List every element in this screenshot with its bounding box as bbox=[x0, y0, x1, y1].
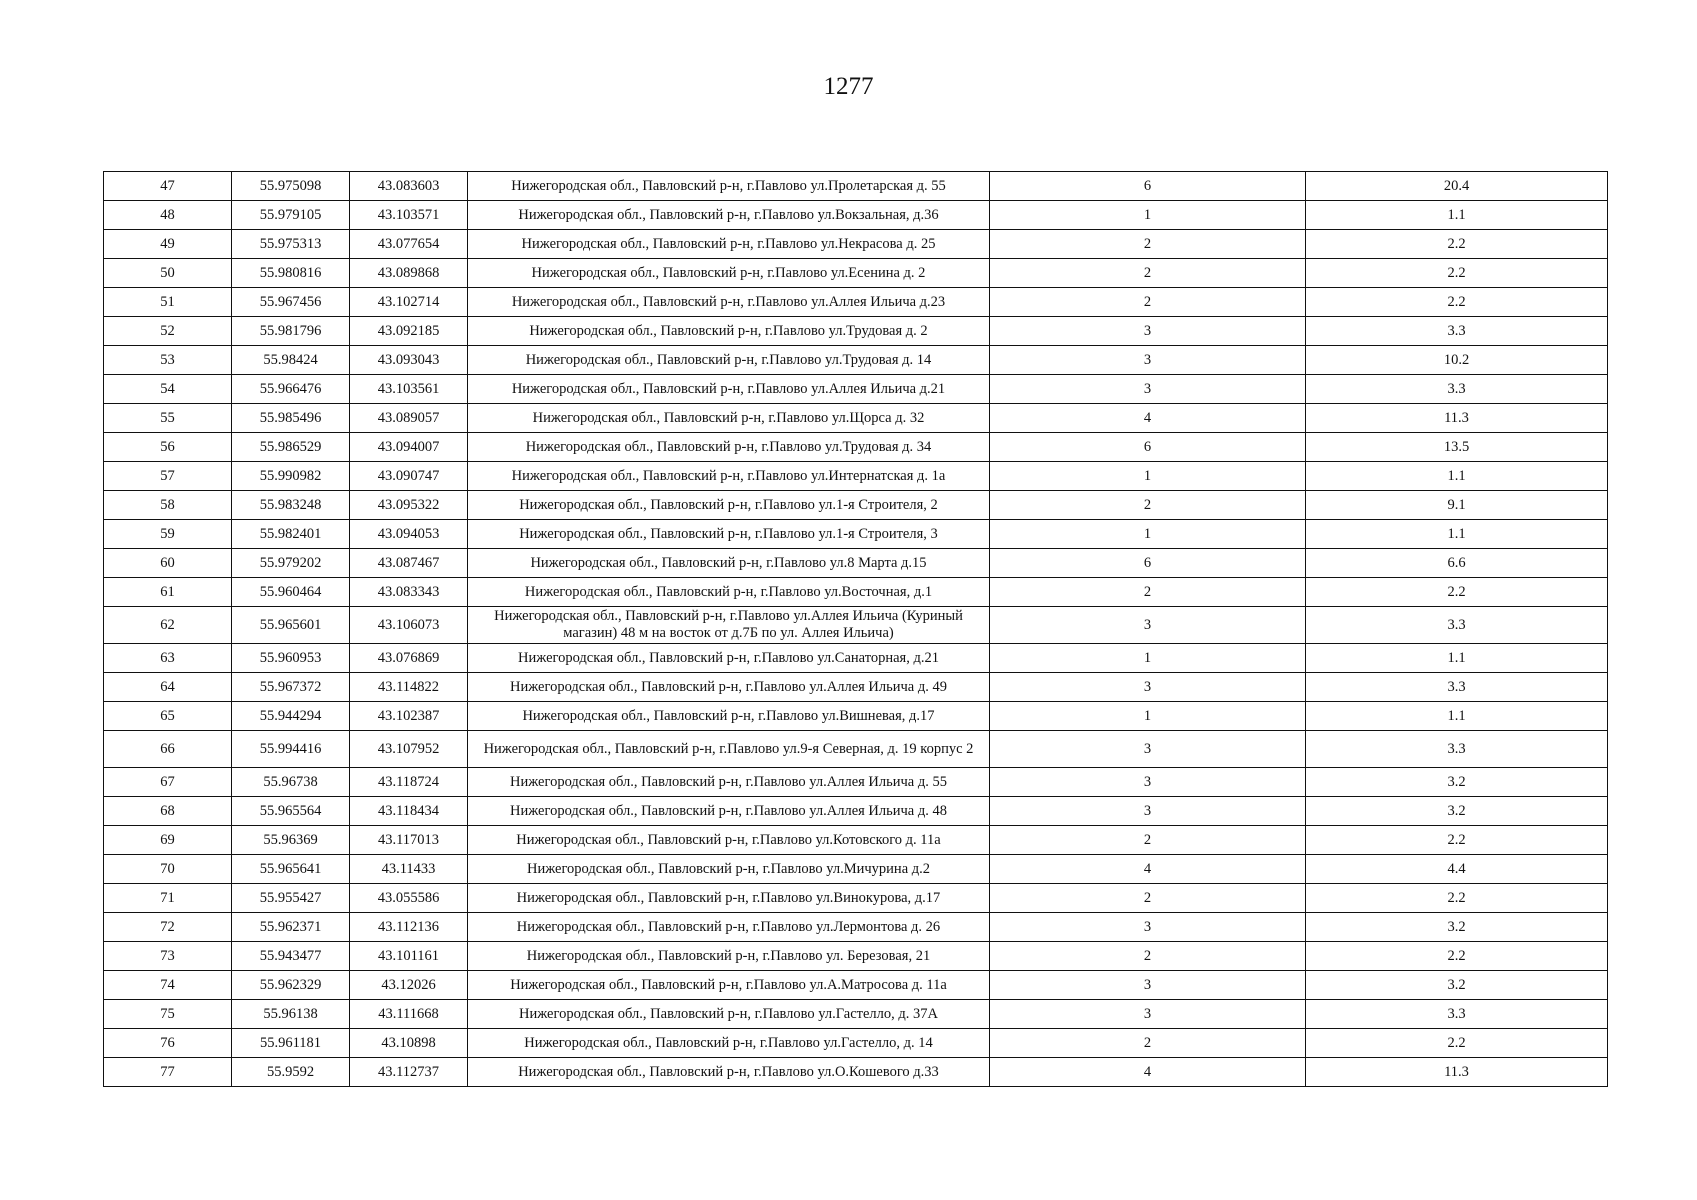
address-cell: Нижегородская обл., Павловский р-н, г.Павлово ул.Трудовая д. 34 bbox=[468, 433, 990, 462]
longitude-cell: 43.102387 bbox=[350, 702, 468, 731]
latitude-cell: 55.967456 bbox=[232, 288, 350, 317]
row-number-cell: 47 bbox=[104, 172, 232, 201]
latitude-cell: 55.994416 bbox=[232, 731, 350, 768]
container-count-cell: 3 bbox=[990, 971, 1306, 1000]
table-row bbox=[104, 644, 1608, 673]
container-count-cell: 1 bbox=[990, 462, 1306, 491]
longitude-cell: 43.118724 bbox=[350, 768, 468, 797]
latitude-cell: 55.975098 bbox=[232, 172, 350, 201]
address-cell: Нижегородская обл., Павловский р-н, г.Павлово ул.9-я Северная, д. 19 корпус 2 bbox=[468, 731, 990, 768]
volume-cell: 3.2 bbox=[1306, 913, 1608, 942]
container-count-cell: 3 bbox=[990, 673, 1306, 702]
row-number-cell: 56 bbox=[104, 433, 232, 462]
container-count-cell: 2 bbox=[990, 826, 1306, 855]
row-number-cell: 58 bbox=[104, 491, 232, 520]
table-row bbox=[104, 971, 1608, 1000]
volume-cell: 13.5 bbox=[1306, 433, 1608, 462]
latitude-cell: 55.965601 bbox=[232, 607, 350, 644]
row-number-cell: 64 bbox=[104, 673, 232, 702]
table-row bbox=[104, 607, 1608, 644]
address-cell: Нижегородская обл., Павловский р-н, г.Павлово ул.Аллея Ильича д. 49 bbox=[468, 673, 990, 702]
row-number-cell: 74 bbox=[104, 971, 232, 1000]
longitude-cell: 43.077654 bbox=[350, 230, 468, 259]
table-row bbox=[104, 578, 1608, 607]
latitude-cell: 55.944294 bbox=[232, 702, 350, 731]
longitude-cell: 43.103561 bbox=[350, 375, 468, 404]
volume-cell: 1.1 bbox=[1306, 462, 1608, 491]
latitude-cell: 55.979202 bbox=[232, 549, 350, 578]
row-number-cell: 65 bbox=[104, 702, 232, 731]
row-number-cell: 67 bbox=[104, 768, 232, 797]
latitude-cell: 55.962371 bbox=[232, 913, 350, 942]
longitude-cell: 43.102714 bbox=[350, 288, 468, 317]
container-count-cell: 3 bbox=[990, 375, 1306, 404]
container-count-cell: 4 bbox=[990, 404, 1306, 433]
address-cell: Нижегородская обл., Павловский р-н, г.Павлово ул.Котовского д. 11а bbox=[468, 826, 990, 855]
table-row bbox=[104, 673, 1608, 702]
row-number-cell: 57 bbox=[104, 462, 232, 491]
longitude-cell: 43.076869 bbox=[350, 644, 468, 673]
volume-cell: 3.3 bbox=[1306, 375, 1608, 404]
table-row bbox=[104, 913, 1608, 942]
volume-cell: 1.1 bbox=[1306, 644, 1608, 673]
address-cell: Нижегородская обл., Павловский р-н, г.Павлово ул.Интернатская д. 1а bbox=[468, 462, 990, 491]
table-row bbox=[104, 172, 1608, 201]
row-number-cell: 70 bbox=[104, 855, 232, 884]
latitude-cell: 55.955427 bbox=[232, 884, 350, 913]
longitude-cell: 43.093043 bbox=[350, 346, 468, 375]
latitude-cell: 55.96738 bbox=[232, 768, 350, 797]
container-count-cell: 3 bbox=[990, 731, 1306, 768]
table-row bbox=[104, 230, 1608, 259]
longitude-cell: 43.114822 bbox=[350, 673, 468, 702]
table-row bbox=[104, 768, 1608, 797]
address-cell: Нижегородская обл., Павловский р-н, г.Павлово ул.Некрасова д. 25 bbox=[468, 230, 990, 259]
latitude-cell: 55.985496 bbox=[232, 404, 350, 433]
page-number: 1277 bbox=[823, 73, 874, 100]
row-number-cell: 76 bbox=[104, 1029, 232, 1058]
address-cell: Нижегородская обл., Павловский р-н, г.Павлово ул.Лермонтова д. 26 bbox=[468, 913, 990, 942]
row-number-cell: 55 bbox=[104, 404, 232, 433]
container-count-cell: 3 bbox=[990, 913, 1306, 942]
row-number-cell: 72 bbox=[104, 913, 232, 942]
volume-cell: 10.2 bbox=[1306, 346, 1608, 375]
latitude-cell: 55.960464 bbox=[232, 578, 350, 607]
container-count-cell: 2 bbox=[990, 491, 1306, 520]
address-cell: Нижегородская обл., Павловский р-н, г.Павлово ул.Аллея Ильича д.21 bbox=[468, 375, 990, 404]
longitude-cell: 43.107952 bbox=[350, 731, 468, 768]
table-row bbox=[104, 375, 1608, 404]
latitude-cell: 55.967372 bbox=[232, 673, 350, 702]
address-cell: Нижегородская обл., Павловский р-н, г.Павлово ул.Винокурова, д.17 bbox=[468, 884, 990, 913]
container-count-cell: 2 bbox=[990, 230, 1306, 259]
table-row bbox=[104, 731, 1608, 768]
longitude-cell: 43.083603 bbox=[350, 172, 468, 201]
container-count-cell: 4 bbox=[990, 855, 1306, 884]
table-row bbox=[104, 346, 1608, 375]
address-cell: Нижегородская обл., Павловский р-н, г.Павлово ул.Трудовая д. 2 bbox=[468, 317, 990, 346]
container-count-cell: 3 bbox=[990, 607, 1306, 644]
longitude-cell: 43.087467 bbox=[350, 549, 468, 578]
container-count-cell: 3 bbox=[990, 797, 1306, 826]
container-count-cell: 2 bbox=[990, 942, 1306, 971]
table-row bbox=[104, 433, 1608, 462]
volume-cell: 6.6 bbox=[1306, 549, 1608, 578]
volume-cell: 3.3 bbox=[1306, 607, 1608, 644]
table-row bbox=[104, 797, 1608, 826]
latitude-cell: 55.981796 bbox=[232, 317, 350, 346]
latitude-cell: 55.979105 bbox=[232, 201, 350, 230]
longitude-cell: 43.089868 bbox=[350, 259, 468, 288]
longitude-cell: 43.094007 bbox=[350, 433, 468, 462]
row-number-cell: 63 bbox=[104, 644, 232, 673]
volume-cell: 2.2 bbox=[1306, 942, 1608, 971]
row-number-cell: 61 bbox=[104, 578, 232, 607]
container-count-cell: 6 bbox=[990, 549, 1306, 578]
container-count-cell: 4 bbox=[990, 1058, 1306, 1087]
address-cell: Нижегородская обл., Павловский р-н, г.Павлово ул.А.Матросова д. 11а bbox=[468, 971, 990, 1000]
latitude-cell: 55.965641 bbox=[232, 855, 350, 884]
longitude-cell: 43.094053 bbox=[350, 520, 468, 549]
longitude-cell: 43.055586 bbox=[350, 884, 468, 913]
volume-cell: 2.2 bbox=[1306, 230, 1608, 259]
volume-cell: 3.3 bbox=[1306, 1000, 1608, 1029]
longitude-cell: 43.10898 bbox=[350, 1029, 468, 1058]
latitude-cell: 55.9592 bbox=[232, 1058, 350, 1087]
row-number-cell: 69 bbox=[104, 826, 232, 855]
latitude-cell: 55.983248 bbox=[232, 491, 350, 520]
longitude-cell: 43.111668 bbox=[350, 1000, 468, 1029]
longitude-cell: 43.090747 bbox=[350, 462, 468, 491]
address-cell: Нижегородская обл., Павловский р-н, г.Павлово ул.Восточная, д.1 bbox=[468, 578, 990, 607]
table-row bbox=[104, 201, 1608, 230]
volume-cell: 2.2 bbox=[1306, 884, 1608, 913]
address-cell: Нижегородская обл., Павловский р-н, г.Павлово ул.Мичурина д.2 bbox=[468, 855, 990, 884]
row-number-cell: 75 bbox=[104, 1000, 232, 1029]
row-number-cell: 73 bbox=[104, 942, 232, 971]
row-number-cell: 52 bbox=[104, 317, 232, 346]
longitude-cell: 43.112136 bbox=[350, 913, 468, 942]
address-cell: Нижегородская обл., Павловский р-н, г.Павлово ул.Гастелло, д. 37А bbox=[468, 1000, 990, 1029]
container-site-table bbox=[103, 171, 1608, 1087]
address-cell: Нижегородская обл., Павловский р-н, г.Павлово ул.Трудовая д. 14 bbox=[468, 346, 990, 375]
table-row bbox=[104, 520, 1608, 549]
latitude-cell: 55.966476 bbox=[232, 375, 350, 404]
container-count-cell: 1 bbox=[990, 702, 1306, 731]
address-cell: Нижегородская обл., Павловский р-н, г.Павлово ул.Вокзальная, д.36 bbox=[468, 201, 990, 230]
table-row bbox=[104, 1000, 1608, 1029]
address-cell: Нижегородская обл., Павловский р-н, г.Павлово ул.1-я Строителя, 2 bbox=[468, 491, 990, 520]
volume-cell: 3.2 bbox=[1306, 797, 1608, 826]
container-count-cell: 6 bbox=[990, 433, 1306, 462]
table-row bbox=[104, 702, 1608, 731]
address-cell: Нижегородская обл., Павловский р-н, г.Павлово ул.8 Марта д.15 bbox=[468, 549, 990, 578]
address-cell: Нижегородская обл., Павловский р-н, г.Павлово ул.Гастелло, д. 14 bbox=[468, 1029, 990, 1058]
table-body bbox=[104, 172, 1608, 1087]
address-cell: Нижегородская обл., Павловский р-н, г.Павлово ул. Березовая, 21 bbox=[468, 942, 990, 971]
volume-cell: 1.1 bbox=[1306, 702, 1608, 731]
container-count-cell: 1 bbox=[990, 644, 1306, 673]
address-cell: Нижегородская обл., Павловский р-н, г.Павлово ул.Аллея Ильича д. 55 bbox=[468, 768, 990, 797]
row-number-cell: 66 bbox=[104, 731, 232, 768]
latitude-cell: 55.986529 bbox=[232, 433, 350, 462]
container-count-cell: 2 bbox=[990, 259, 1306, 288]
row-number-cell: 51 bbox=[104, 288, 232, 317]
table-row bbox=[104, 549, 1608, 578]
volume-cell: 3.2 bbox=[1306, 971, 1608, 1000]
longitude-cell: 43.083343 bbox=[350, 578, 468, 607]
row-number-cell: 77 bbox=[104, 1058, 232, 1087]
latitude-cell: 55.965564 bbox=[232, 797, 350, 826]
row-number-cell: 54 bbox=[104, 375, 232, 404]
container-count-cell: 2 bbox=[990, 578, 1306, 607]
latitude-cell: 55.960953 bbox=[232, 644, 350, 673]
row-number-cell: 62 bbox=[104, 607, 232, 644]
latitude-cell: 55.96138 bbox=[232, 1000, 350, 1029]
longitude-cell: 43.106073 bbox=[350, 607, 468, 644]
latitude-cell: 55.990982 bbox=[232, 462, 350, 491]
address-cell: Нижегородская обл., Павловский р-н, г.Павлово ул.Аллея Ильича (Куриный магазин) 48 м на восток от д.7Б по ул. Аллея Ильича) bbox=[468, 607, 990, 644]
table-row bbox=[104, 491, 1608, 520]
longitude-cell: 43.101161 bbox=[350, 942, 468, 971]
volume-cell: 3.3 bbox=[1306, 673, 1608, 702]
table-row bbox=[104, 942, 1608, 971]
table-row bbox=[104, 855, 1608, 884]
row-number-cell: 71 bbox=[104, 884, 232, 913]
longitude-cell: 43.089057 bbox=[350, 404, 468, 433]
container-count-cell: 6 bbox=[990, 172, 1306, 201]
latitude-cell: 55.943477 bbox=[232, 942, 350, 971]
volume-cell: 2.2 bbox=[1306, 288, 1608, 317]
latitude-cell: 55.96369 bbox=[232, 826, 350, 855]
table-row bbox=[104, 1029, 1608, 1058]
volume-cell: 9.1 bbox=[1306, 491, 1608, 520]
container-count-cell: 3 bbox=[990, 768, 1306, 797]
latitude-cell: 55.980816 bbox=[232, 259, 350, 288]
container-count-cell: 3 bbox=[990, 1000, 1306, 1029]
volume-cell: 3.3 bbox=[1306, 317, 1608, 346]
address-cell: Нижегородская обл., Павловский р-н, г.Павлово ул.Пролетарская д. 55 bbox=[468, 172, 990, 201]
volume-cell: 2.2 bbox=[1306, 1029, 1608, 1058]
table-row bbox=[104, 259, 1608, 288]
row-number-cell: 60 bbox=[104, 549, 232, 578]
address-cell: Нижегородская обл., Павловский р-н, г.Павлово ул.Аллея Ильича д. 48 bbox=[468, 797, 990, 826]
longitude-cell: 43.117013 bbox=[350, 826, 468, 855]
latitude-cell: 55.98424 bbox=[232, 346, 350, 375]
table-row bbox=[104, 317, 1608, 346]
row-number-cell: 48 bbox=[104, 201, 232, 230]
longitude-cell: 43.12026 bbox=[350, 971, 468, 1000]
volume-cell: 3.2 bbox=[1306, 768, 1608, 797]
longitude-cell: 43.112737 bbox=[350, 1058, 468, 1087]
table-row bbox=[104, 462, 1608, 491]
table-row bbox=[104, 288, 1608, 317]
row-number-cell: 53 bbox=[104, 346, 232, 375]
address-cell: Нижегородская обл., Павловский р-н, г.Павлово ул.Есенина д. 2 bbox=[468, 259, 990, 288]
longitude-cell: 43.118434 bbox=[350, 797, 468, 826]
longitude-cell: 43.095322 bbox=[350, 491, 468, 520]
volume-cell: 2.2 bbox=[1306, 578, 1608, 607]
container-count-cell: 2 bbox=[990, 288, 1306, 317]
volume-cell: 4.4 bbox=[1306, 855, 1608, 884]
row-number-cell: 49 bbox=[104, 230, 232, 259]
table-row bbox=[104, 404, 1608, 433]
container-count-cell: 2 bbox=[990, 884, 1306, 913]
volume-cell: 2.2 bbox=[1306, 259, 1608, 288]
address-cell: Нижегородская обл., Павловский р-н, г.Павлово ул.Щорса д. 32 bbox=[468, 404, 990, 433]
latitude-cell: 55.961181 bbox=[232, 1029, 350, 1058]
address-cell: Нижегородская обл., Павловский р-н, г.Павлово ул.Аллея Ильича д.23 bbox=[468, 288, 990, 317]
volume-cell: 3.3 bbox=[1306, 731, 1608, 768]
longitude-cell: 43.11433 bbox=[350, 855, 468, 884]
address-cell: Нижегородская обл., Павловский р-н, г.Павлово ул.О.Кошевого д.33 bbox=[468, 1058, 990, 1087]
row-number-cell: 50 bbox=[104, 259, 232, 288]
longitude-cell: 43.103571 bbox=[350, 201, 468, 230]
container-count-cell: 3 bbox=[990, 346, 1306, 375]
volume-cell: 1.1 bbox=[1306, 201, 1608, 230]
table-row bbox=[104, 884, 1608, 913]
address-cell: Нижегородская обл., Павловский р-н, г.Павлово ул.1-я Строителя, 3 bbox=[468, 520, 990, 549]
volume-cell: 11.3 bbox=[1306, 404, 1608, 433]
table-row bbox=[104, 826, 1608, 855]
volume-cell: 2.2 bbox=[1306, 826, 1608, 855]
container-count-cell: 3 bbox=[990, 317, 1306, 346]
volume-cell: 20.4 bbox=[1306, 172, 1608, 201]
address-cell: Нижегородская обл., Павловский р-н, г.Павлово ул.Санаторная, д.21 bbox=[468, 644, 990, 673]
latitude-cell: 55.975313 bbox=[232, 230, 350, 259]
volume-cell: 11.3 bbox=[1306, 1058, 1608, 1087]
container-count-cell: 2 bbox=[990, 1029, 1306, 1058]
row-number-cell: 68 bbox=[104, 797, 232, 826]
latitude-cell: 55.982401 bbox=[232, 520, 350, 549]
longitude-cell: 43.092185 bbox=[350, 317, 468, 346]
volume-cell: 1.1 bbox=[1306, 520, 1608, 549]
container-count-cell: 1 bbox=[990, 201, 1306, 230]
table-row bbox=[104, 1058, 1608, 1087]
container-count-cell: 1 bbox=[990, 520, 1306, 549]
latitude-cell: 55.962329 bbox=[232, 971, 350, 1000]
address-cell: Нижегородская обл., Павловский р-н, г.Павлово ул.Вишневая, д.17 bbox=[468, 702, 990, 731]
row-number-cell: 59 bbox=[104, 520, 232, 549]
